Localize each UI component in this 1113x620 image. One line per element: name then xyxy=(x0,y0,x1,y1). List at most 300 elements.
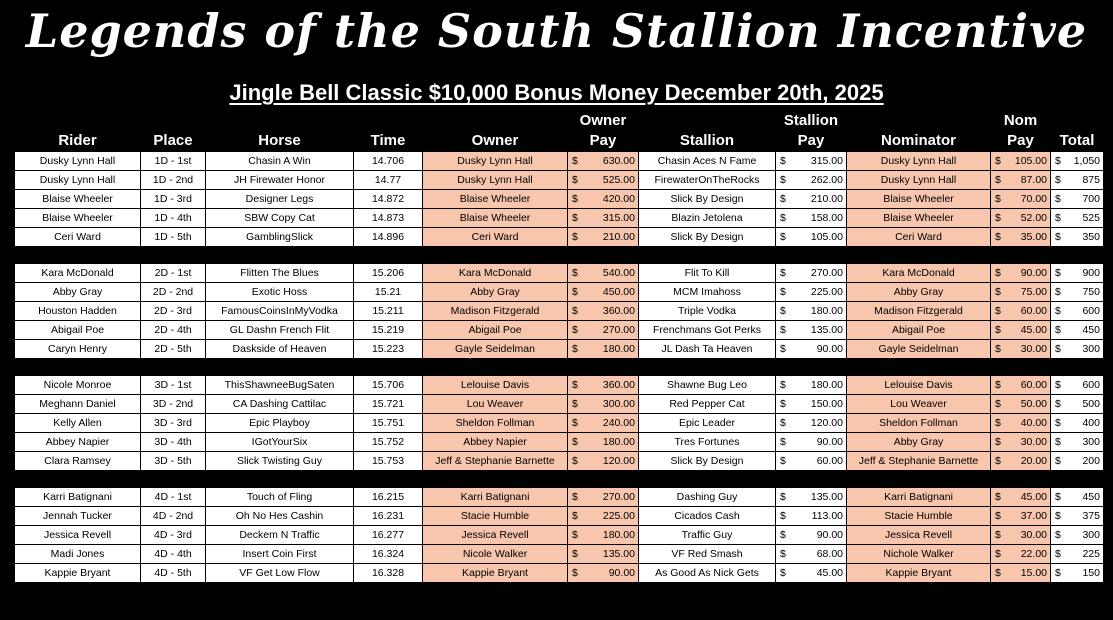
nom-pay-cell xyxy=(991,190,1051,209)
horse-cell: GL Dashn French Flit xyxy=(206,321,354,340)
amount-value: 60.00 xyxy=(1020,305,1047,317)
horse-cell: IGotYourSix xyxy=(206,433,354,452)
currency-symbol: $ xyxy=(1055,510,1061,522)
event-subtitle xyxy=(0,80,1113,106)
nom-pay-cell xyxy=(991,526,1051,545)
rider-cell: Blaise Wheeler xyxy=(15,209,141,228)
owner-pay-cell xyxy=(568,190,639,209)
currency-symbol: $ xyxy=(572,267,578,279)
stallion-pay-cell xyxy=(776,488,847,507)
horse-cell: SBW Copy Cat xyxy=(206,209,354,228)
currency-symbol: $ xyxy=(780,193,786,205)
total-cell xyxy=(1051,228,1104,247)
header-row xyxy=(15,131,1104,152)
stallion-cell: As Good As Nick Gets xyxy=(639,564,776,583)
header-stallion-pay: Pay xyxy=(797,132,825,149)
stallion-cell: Dashing Guy xyxy=(639,488,776,507)
amount-value: 35.00 xyxy=(1020,231,1047,243)
group-spacer xyxy=(15,471,1104,488)
amount-value: 70.00 xyxy=(1020,193,1047,205)
time-cell: 14.896 xyxy=(354,228,423,247)
nom-pay-cell xyxy=(991,321,1051,340)
currency-symbol: $ xyxy=(995,567,1001,579)
owner-pay-cell xyxy=(568,228,639,247)
horse-cell: Daskside of Heaven xyxy=(206,340,354,359)
amount-value: 375 xyxy=(1082,510,1100,522)
nominator-cell: Dusky Lynn Hall xyxy=(847,171,991,190)
currency-symbol: $ xyxy=(1055,417,1061,429)
amount-value: 68.00 xyxy=(816,548,843,560)
amount-value: 158.00 xyxy=(810,212,843,224)
amount-value: 45.00 xyxy=(816,567,843,579)
currency-symbol: $ xyxy=(1055,155,1061,167)
amount-value: 105.00 xyxy=(810,231,843,243)
rider-cell: Dusky Lynn Hall xyxy=(15,171,141,190)
horse-cell: VF Get Low Flow xyxy=(206,564,354,583)
place-cell: 1D - 4th xyxy=(141,209,206,228)
total-cell xyxy=(1051,376,1104,395)
time-cell: 15.706 xyxy=(354,376,423,395)
currency-symbol: $ xyxy=(780,212,786,224)
currency-symbol: $ xyxy=(572,455,578,467)
currency-symbol: $ xyxy=(995,231,1001,243)
amount-value: 540.00 xyxy=(602,267,635,279)
time-cell: 15.206 xyxy=(354,264,423,283)
currency-symbol: $ xyxy=(995,529,1001,541)
currency-symbol: $ xyxy=(1055,567,1061,579)
horse-cell: Epic Playboy xyxy=(206,414,354,433)
amount-value: 700 xyxy=(1082,193,1100,205)
rider-cell: Abigail Poe xyxy=(15,321,141,340)
amount-value: 90.00 xyxy=(816,343,843,355)
header-top-cell xyxy=(206,111,354,131)
nom-pay-cell xyxy=(991,209,1051,228)
owner-cell: Madison Fitzgerald xyxy=(423,302,568,321)
total-cell xyxy=(1051,564,1104,583)
rider-cell: Meghann Daniel xyxy=(15,395,141,414)
time-cell: 14.77 xyxy=(354,171,423,190)
owner-cell: Abbey Napier xyxy=(423,433,568,452)
currency-symbol: $ xyxy=(572,379,578,391)
owner-pay-cell xyxy=(568,488,639,507)
owner-pay-cell xyxy=(568,414,639,433)
amount-value: 315.00 xyxy=(602,212,635,224)
horse-cell: Flitten The Blues xyxy=(206,264,354,283)
stallion-cell: Tres Fortunes xyxy=(639,433,776,452)
currency-symbol: $ xyxy=(780,398,786,410)
stallion-cell: Shawne Bug Leo xyxy=(639,376,776,395)
table-row xyxy=(15,376,1104,395)
amount-value: 120.00 xyxy=(602,455,635,467)
owner-cell: Kara McDonald xyxy=(423,264,568,283)
header-rider: Rider xyxy=(58,132,97,149)
currency-symbol: $ xyxy=(780,231,786,243)
place-cell: 1D - 3rd xyxy=(141,190,206,209)
amount-value: 75.00 xyxy=(1020,286,1047,298)
nom-pay-cell xyxy=(991,283,1051,302)
stallion-cell: Epic Leader xyxy=(639,414,776,433)
nominator-cell: Madison Fitzgerald xyxy=(847,302,991,321)
stallion-pay-cell xyxy=(776,321,847,340)
stallion-pay-cell xyxy=(776,452,847,471)
amount-value: 150.00 xyxy=(810,398,843,410)
horse-cell: Designer Legs xyxy=(206,190,354,209)
amount-value: 900 xyxy=(1082,267,1100,279)
header-place: Place xyxy=(153,132,193,149)
currency-symbol: $ xyxy=(995,324,1001,336)
amount-value: 360.00 xyxy=(602,379,635,391)
currency-symbol: $ xyxy=(1055,267,1061,279)
place-cell: 1D - 2nd xyxy=(141,171,206,190)
currency-symbol: $ xyxy=(572,417,578,429)
amount-value: 225 xyxy=(1082,548,1100,560)
amount-value: 300.00 xyxy=(602,398,635,410)
currency-symbol: $ xyxy=(1055,231,1061,243)
currency-symbol: $ xyxy=(780,343,786,355)
currency-symbol: $ xyxy=(1055,398,1061,410)
stallion-cell: Cicados Cash xyxy=(639,507,776,526)
header-owner-pay: Pay xyxy=(589,132,617,149)
total-cell xyxy=(1051,395,1104,414)
amount-value: 525.00 xyxy=(602,174,635,186)
currency-symbol: $ xyxy=(572,231,578,243)
rider-cell: Dusky Lynn Hall xyxy=(15,152,141,171)
table-row xyxy=(15,433,1104,452)
stallion-pay-cell xyxy=(776,171,847,190)
header-nominator: Nominator xyxy=(881,132,956,149)
currency-symbol: $ xyxy=(572,436,578,448)
currency-symbol: $ xyxy=(1055,174,1061,186)
stallion-pay-cell xyxy=(776,526,847,545)
stallion-pay-cell xyxy=(776,414,847,433)
rider-cell: Kelly Allen xyxy=(15,414,141,433)
amount-value: 225.00 xyxy=(810,286,843,298)
header-top-cell xyxy=(639,111,776,131)
nominator-cell: Abigail Poe xyxy=(847,321,991,340)
nom-pay-cell xyxy=(991,433,1051,452)
currency-symbol: $ xyxy=(1055,343,1061,355)
place-cell: 4D - 3rd xyxy=(141,526,206,545)
total-cell xyxy=(1051,433,1104,452)
amount-value: 120.00 xyxy=(810,417,843,429)
rider-cell: Karri Batignani xyxy=(15,488,141,507)
table-row xyxy=(15,283,1104,302)
amount-value: 420.00 xyxy=(602,193,635,205)
amount-value: 315.00 xyxy=(810,155,843,167)
time-cell: 16.277 xyxy=(354,526,423,545)
total-cell xyxy=(1051,507,1104,526)
total-cell xyxy=(1051,190,1104,209)
table-row xyxy=(15,152,1104,171)
header-top-cell xyxy=(354,111,423,131)
place-cell: 3D - 2nd xyxy=(141,395,206,414)
horse-cell: Slick Twisting Guy xyxy=(206,452,354,471)
currency-symbol: $ xyxy=(780,379,786,391)
amount-value: 630.00 xyxy=(602,155,635,167)
currency-symbol: $ xyxy=(572,193,578,205)
amount-value: 400 xyxy=(1082,417,1100,429)
owner-pay-cell xyxy=(568,283,639,302)
amount-value: 52.00 xyxy=(1020,212,1047,224)
currency-symbol: $ xyxy=(1055,548,1061,560)
currency-symbol: $ xyxy=(572,567,578,579)
header-nom-pay-top: Nom xyxy=(1003,112,1038,129)
currency-symbol: $ xyxy=(995,491,1001,503)
time-cell: 16.231 xyxy=(354,507,423,526)
amount-value: 450 xyxy=(1082,324,1100,336)
amount-value: 45.00 xyxy=(1020,324,1047,336)
amount-value: 20.00 xyxy=(1020,455,1047,467)
currency-symbol: $ xyxy=(780,510,786,522)
total-cell xyxy=(1051,171,1104,190)
horse-cell: ThisShawneeBugSaten xyxy=(206,376,354,395)
total-cell xyxy=(1051,452,1104,471)
amount-value: 360.00 xyxy=(602,305,635,317)
nominator-cell: Kappie Bryant xyxy=(847,564,991,583)
amount-value: 180.00 xyxy=(602,436,635,448)
rider-cell: Abbey Napier xyxy=(15,433,141,452)
time-cell: 16.324 xyxy=(354,545,423,564)
time-cell: 14.706 xyxy=(354,152,423,171)
time-cell: 15.223 xyxy=(354,340,423,359)
stallion-cell: Frenchmans Got Perks xyxy=(639,321,776,340)
results-table xyxy=(14,111,1104,583)
total-cell xyxy=(1051,264,1104,283)
currency-symbol: $ xyxy=(780,286,786,298)
stallion-cell: Traffic Guy xyxy=(639,526,776,545)
table-row xyxy=(15,228,1104,247)
currency-symbol: $ xyxy=(780,529,786,541)
amount-value: 15.00 xyxy=(1020,567,1047,579)
subtitle-text: Jingle Bell Classic $10,000 Bonus Money December 20th, 2025 xyxy=(229,80,884,105)
nom-pay-cell xyxy=(991,452,1051,471)
currency-symbol: $ xyxy=(995,193,1001,205)
amount-value: 90.00 xyxy=(816,529,843,541)
amount-value: 210.00 xyxy=(810,193,843,205)
amount-value: 300 xyxy=(1082,436,1100,448)
amount-value: 87.00 xyxy=(1020,174,1047,186)
currency-symbol: $ xyxy=(780,436,786,448)
results-body xyxy=(15,152,1104,583)
amount-value: 180.00 xyxy=(810,305,843,317)
amount-value: 180.00 xyxy=(602,343,635,355)
owner-pay-cell xyxy=(568,564,639,583)
horse-cell: JH Firewater Honor xyxy=(206,171,354,190)
nominator-cell: Abby Gray xyxy=(847,433,991,452)
amount-value: 600 xyxy=(1082,305,1100,317)
stallion-pay-cell xyxy=(776,395,847,414)
stallion-pay-cell xyxy=(776,152,847,171)
nominator-cell: Kara McDonald xyxy=(847,264,991,283)
currency-symbol: $ xyxy=(780,567,786,579)
page-title: Legends of the South Stallion Incentive xyxy=(25,4,1088,58)
amount-value: 450 xyxy=(1082,491,1100,503)
amount-value: 135.00 xyxy=(810,491,843,503)
currency-symbol: $ xyxy=(1055,491,1061,503)
currency-symbol: $ xyxy=(995,398,1001,410)
header-stallion-pay-top: Stallion xyxy=(783,112,839,129)
amount-value: 270.00 xyxy=(810,267,843,279)
nominator-cell: Karri Batignani xyxy=(847,488,991,507)
rider-cell: Kappie Bryant xyxy=(15,564,141,583)
nom-pay-cell xyxy=(991,545,1051,564)
total-cell xyxy=(1051,526,1104,545)
rider-cell: Ceri Ward xyxy=(15,228,141,247)
amount-value: 270.00 xyxy=(602,491,635,503)
currency-symbol: $ xyxy=(780,324,786,336)
horse-cell: FamousCoinsInMyVodka xyxy=(206,302,354,321)
currency-symbol: $ xyxy=(1055,455,1061,467)
amount-value: 180.00 xyxy=(810,379,843,391)
stallion-cell: Blazin Jetolena xyxy=(639,209,776,228)
stallion-pay-cell xyxy=(776,433,847,452)
total-cell xyxy=(1051,321,1104,340)
nom-pay-cell xyxy=(991,507,1051,526)
stallion-cell: Triple Vodka xyxy=(639,302,776,321)
time-cell: 15.21 xyxy=(354,283,423,302)
place-cell: 2D - 4th xyxy=(141,321,206,340)
total-cell xyxy=(1051,340,1104,359)
owner-pay-cell xyxy=(568,302,639,321)
nominator-cell: Nichole Walker xyxy=(847,545,991,564)
place-cell: 1D - 1st xyxy=(141,152,206,171)
group-spacer xyxy=(15,359,1104,376)
amount-value: 40.00 xyxy=(1020,417,1047,429)
stallion-pay-cell xyxy=(776,302,847,321)
table-row xyxy=(15,302,1104,321)
rider-cell: Caryn Henry xyxy=(15,340,141,359)
currency-symbol: $ xyxy=(572,212,578,224)
horse-cell: Deckem N Traffic xyxy=(206,526,354,545)
rider-cell: Abby Gray xyxy=(15,283,141,302)
owner-cell: Jeff & Stephanie Barnette xyxy=(423,452,568,471)
currency-symbol: $ xyxy=(995,212,1001,224)
nom-pay-cell xyxy=(991,340,1051,359)
amount-value: 500 xyxy=(1082,398,1100,410)
header-horse: Horse xyxy=(258,132,301,149)
time-cell: 15.219 xyxy=(354,321,423,340)
amount-value: 37.00 xyxy=(1020,510,1047,522)
stallion-cell: Slick By Design xyxy=(639,190,776,209)
table-row xyxy=(15,507,1104,526)
nom-pay-cell xyxy=(991,564,1051,583)
amount-value: 60.00 xyxy=(816,455,843,467)
horse-cell: Exotic Hoss xyxy=(206,283,354,302)
stallion-cell: VF Red Smash xyxy=(639,545,776,564)
currency-symbol: $ xyxy=(1055,529,1061,541)
time-cell: 15.753 xyxy=(354,452,423,471)
header-stallion: Stallion xyxy=(679,132,735,149)
nom-pay-cell xyxy=(991,152,1051,171)
amount-value: 50.00 xyxy=(1020,398,1047,410)
total-cell xyxy=(1051,414,1104,433)
amount-value: 90.00 xyxy=(816,436,843,448)
nominator-cell: Jeff & Stephanie Barnette xyxy=(847,452,991,471)
stallion-cell: FirewaterOnTheRocks xyxy=(639,171,776,190)
owner-cell: Dusky Lynn Hall xyxy=(423,171,568,190)
nominator-cell: Gayle Seidelman xyxy=(847,340,991,359)
stallion-pay-cell xyxy=(776,264,847,283)
currency-symbol: $ xyxy=(995,510,1001,522)
group-spacer xyxy=(15,247,1104,264)
amount-value: 525 xyxy=(1082,212,1100,224)
stallion-cell: Flit To Kill xyxy=(639,264,776,283)
owner-pay-cell xyxy=(568,264,639,283)
owner-pay-cell xyxy=(568,452,639,471)
time-cell: 14.872 xyxy=(354,190,423,209)
amount-value: 262.00 xyxy=(810,174,843,186)
currency-symbol: $ xyxy=(572,398,578,410)
amount-value: 135.00 xyxy=(602,548,635,560)
amount-value: 22.00 xyxy=(1020,548,1047,560)
owner-pay-cell xyxy=(568,209,639,228)
horse-cell: Insert Coin First xyxy=(206,545,354,564)
currency-symbol: $ xyxy=(572,548,578,560)
currency-symbol: $ xyxy=(1055,212,1061,224)
owner-cell: Dusky Lynn Hall xyxy=(423,152,568,171)
time-cell: 14.873 xyxy=(354,209,423,228)
time-cell: 15.721 xyxy=(354,395,423,414)
currency-symbol: $ xyxy=(572,343,578,355)
stallion-pay-cell xyxy=(776,209,847,228)
header-owner: Owner xyxy=(471,132,519,149)
rider-cell: Clara Ramsey xyxy=(15,452,141,471)
currency-symbol: $ xyxy=(572,510,578,522)
owner-cell: Ceri Ward xyxy=(423,228,568,247)
currency-symbol: $ xyxy=(1055,436,1061,448)
owner-pay-cell xyxy=(568,171,639,190)
currency-symbol: $ xyxy=(995,379,1001,391)
owner-cell: Kappie Bryant xyxy=(423,564,568,583)
amount-value: 30.00 xyxy=(1020,343,1047,355)
currency-symbol: $ xyxy=(780,155,786,167)
currency-symbol: $ xyxy=(995,417,1001,429)
place-cell: 1D - 5th xyxy=(141,228,206,247)
place-cell: 4D - 4th xyxy=(141,545,206,564)
rider-cell: Madi Jones xyxy=(15,545,141,564)
header-total: Total xyxy=(1059,132,1095,149)
table-row xyxy=(15,545,1104,564)
rider-cell: Jessica Revell xyxy=(15,526,141,545)
currency-symbol: $ xyxy=(1055,324,1061,336)
table-row xyxy=(15,395,1104,414)
header-owner-pay-top: Owner xyxy=(579,112,627,129)
stallion-cell: JL Dash Ta Heaven xyxy=(639,340,776,359)
amount-value: 30.00 xyxy=(1020,529,1047,541)
owner-cell: Abigail Poe xyxy=(423,321,568,340)
currency-symbol: $ xyxy=(780,548,786,560)
currency-symbol: $ xyxy=(995,436,1001,448)
nominator-cell: Abby Gray xyxy=(847,283,991,302)
amount-value: 113.00 xyxy=(811,510,843,522)
amount-value: 105.00 xyxy=(1014,155,1047,167)
rider-cell: Kara McDonald xyxy=(15,264,141,283)
amount-value: 200 xyxy=(1082,455,1100,467)
place-cell: 2D - 1st xyxy=(141,264,206,283)
amount-value: 300 xyxy=(1082,343,1100,355)
stallion-cell: Red Pepper Cat xyxy=(639,395,776,414)
currency-symbol: $ xyxy=(1055,379,1061,391)
nom-pay-cell xyxy=(991,302,1051,321)
owner-pay-cell xyxy=(568,526,639,545)
table-row xyxy=(15,209,1104,228)
place-cell: 3D - 5th xyxy=(141,452,206,471)
currency-symbol: $ xyxy=(995,174,1001,186)
stallion-pay-cell xyxy=(776,190,847,209)
table-row xyxy=(15,190,1104,209)
total-cell xyxy=(1051,152,1104,171)
place-cell: 2D - 3rd xyxy=(141,302,206,321)
